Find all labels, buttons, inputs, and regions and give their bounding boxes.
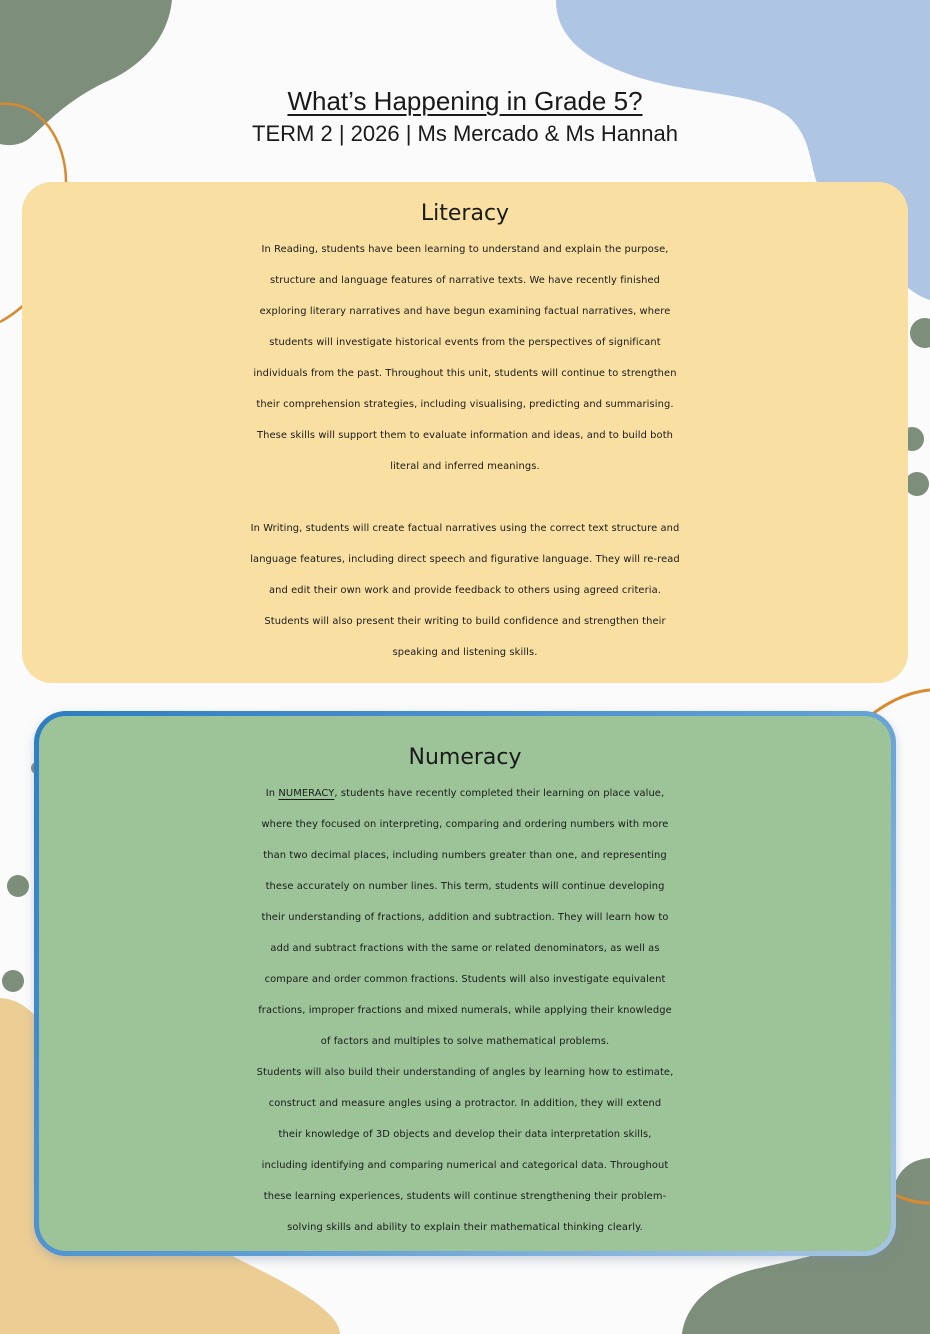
- sage-dot: [905, 472, 929, 496]
- numeracy-line: these accurately on number lines. This term, students will continue developing: [265, 881, 665, 892]
- sage-dot: [910, 318, 930, 348]
- numeracy-line: including identifying and comparing numerical and categorical data. Throughout: [261, 1160, 669, 1171]
- literacy-reading-line: their comprehension strategies, including visualising, predicting and summarising.: [256, 399, 674, 410]
- literacy-writing-line: and edit their own work and provide feedback to others using agreed criteria.: [268, 585, 661, 596]
- literacy-writing-line: Students will also present their writing to build confidence and strengthen their: [264, 616, 666, 627]
- numeracy-line: Students will also build their understanding of angles by learning how to estimate,: [256, 1067, 674, 1078]
- numeracy-heading: Numeracy: [408, 745, 522, 770]
- numeracy-first-line: [39, 778, 891, 809]
- literacy-reading-line: structure and language features of narrative texts. We have recently finished: [270, 275, 660, 286]
- numeracy-line: these learning experiences, students will continue strengthening their problem-: [263, 1191, 667, 1202]
- literacy-reading-line: individuals from the past. Throughout this unit, students will continue to strengthen: [253, 368, 677, 379]
- literacy-heading: Literacy: [420, 201, 510, 226]
- literacy-panel: [22, 182, 908, 683]
- literacy-reading-line: These skills will support them to evaluate information and ideas, and to build both: [256, 430, 674, 441]
- literacy-writing-line: language features, including direct speech and figurative language. They will re-read: [250, 554, 680, 565]
- numeracy-line: than two decimal places, including numbers greater than one, and representing: [263, 850, 667, 861]
- numeracy-panel: [34, 711, 896, 1256]
- literacy-reading-line: In Reading, students have been learning to understand and explain the purpose,: [261, 244, 669, 255]
- literacy-reading-line: exploring literary narratives and have begun examining factual narratives, where: [259, 306, 671, 317]
- numeracy-line: add and subtract fractions with the same or related denominators, as well as: [270, 943, 660, 954]
- numeracy-line: construct and measure angles using a protractor. In addition, they will extend: [268, 1098, 662, 1109]
- literacy-writing-line: speaking and listening skills.: [392, 647, 538, 658]
- numeracy-first-line-start: In: [265, 788, 279, 799]
- page-header: [0, 84, 930, 150]
- numeracy-line: their knowledge of 3D objects and develop their data interpretation skills,: [278, 1129, 652, 1140]
- orange-arc-right: [870, 690, 930, 716]
- literacy-reading-line: literal and inferred meanings.: [390, 461, 540, 472]
- numeracy-line: where they focused on interpreting, comparing and ordering numbers with more: [261, 819, 669, 830]
- numeracy-first-line-rest: , students have recently completed their learning on place value,: [334, 788, 665, 799]
- sage-dot: [7, 875, 29, 897]
- numeracy-keyword: NUMERACY: [278, 788, 335, 799]
- literacy-reading-line: students will investigate historical events from the perspectives of significant: [269, 337, 661, 348]
- numeracy-line: fractions, improper fractions and mixed numerals, while applying their knowledge: [258, 1005, 672, 1016]
- numeracy-line: their understanding of fractions, addition and subtraction. They will learn how to: [261, 912, 669, 923]
- page-title: What’s Happening in Grade 5?: [287, 86, 643, 116]
- numeracy-line: compare and order common fractions. Students will also investigate equivalent: [264, 974, 666, 985]
- sage-dot: [2, 970, 24, 992]
- numeracy-line: of factors and multiples to solve mathematical problems.: [320, 1036, 610, 1047]
- literacy-writing-line: In Writing, students will create factual narratives using the correct text structure and: [250, 523, 680, 534]
- page-subtitle: TERM 2 | 2026 | Ms Mercado & Ms Hannah: [252, 121, 678, 146]
- numeracy-line: solving skills and ability to explain their mathematical thinking clearly.: [287, 1222, 643, 1233]
